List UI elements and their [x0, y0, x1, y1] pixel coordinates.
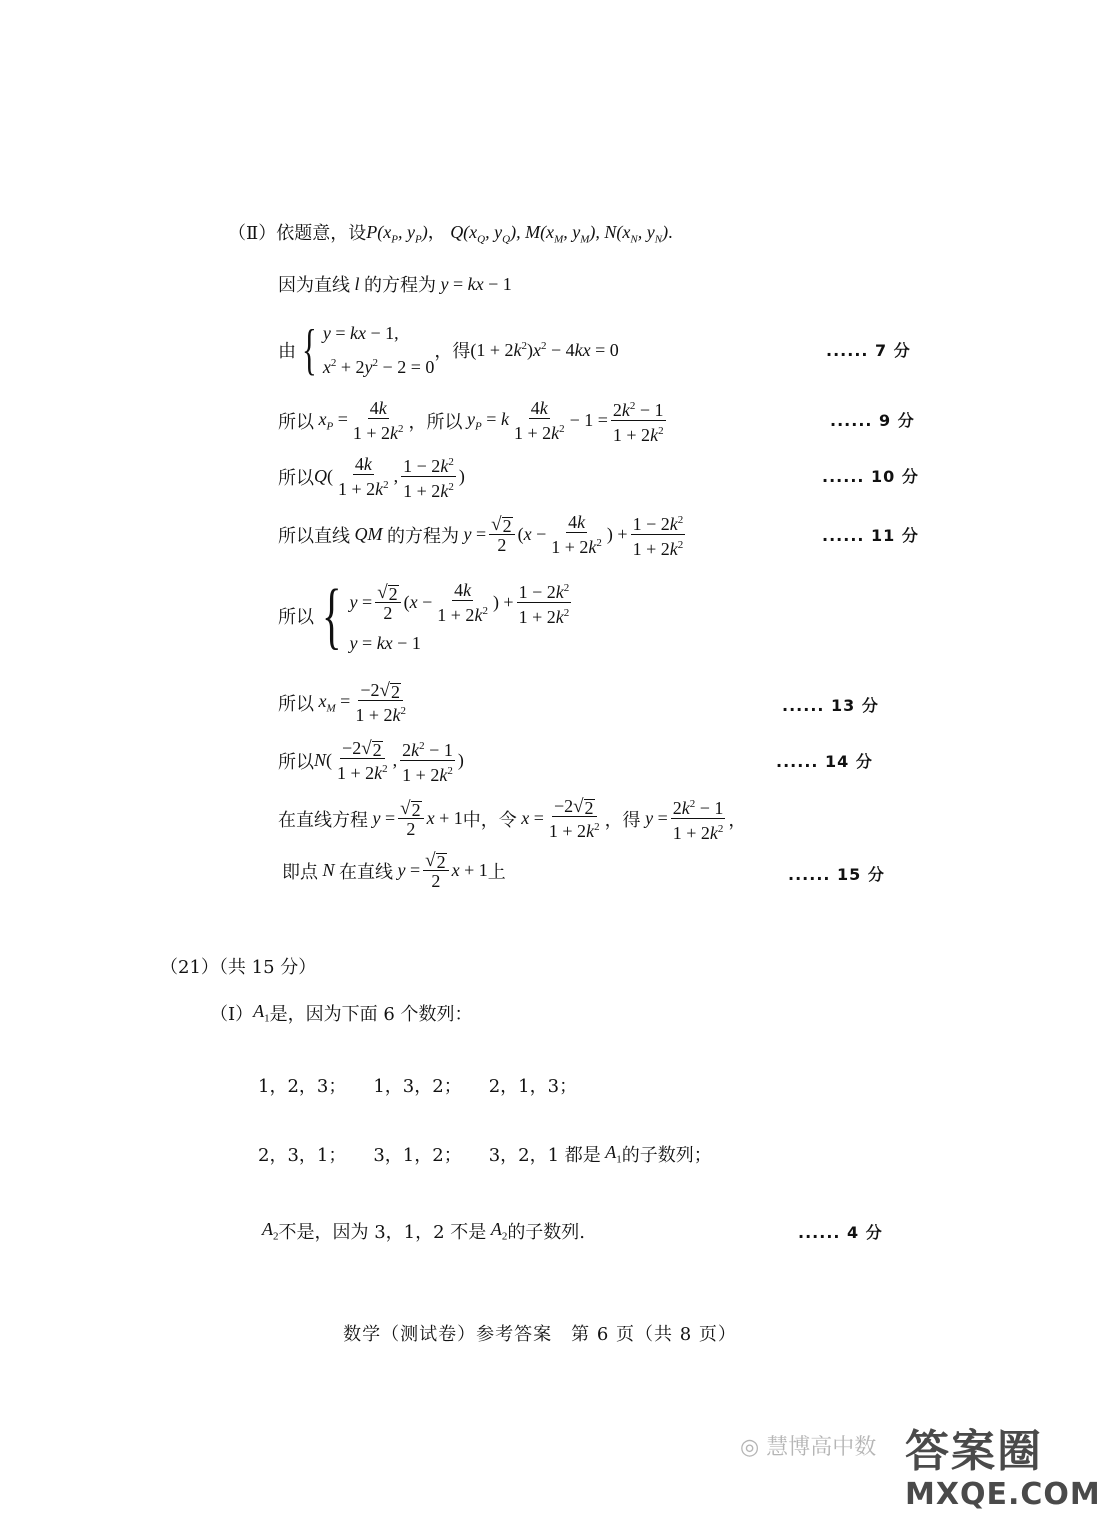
part2-intro: [228, 218, 673, 246]
xm-row: 所以 $x_M$ = −2 √ 2 $1 + 2k^2$: [278, 680, 406, 725]
site-logo-watermark: [905, 1415, 1101, 1525]
zai-label: 在直线方程: [278, 809, 368, 831]
you-label: 由: [278, 341, 296, 362]
fraction: $\frac{4k}{1 + 2k^2}$: [513, 398, 565, 443]
system-m-row: [278, 575, 574, 657]
n-point-row: 所以 N( −2 √ 2 $1 + 2k^2$ , $\frac{2k^2 - 1}{1 + 2k^2}$ ): [278, 738, 464, 785]
fraction: −2 √ 2 $1 + 2k^2$: [548, 796, 600, 841]
line-equation-row: [278, 271, 512, 297]
seq-line-2-b: 的子数列；: [621, 1145, 712, 1166]
fraction: −2 √ 2 $1 + 2k^2$: [355, 680, 406, 725]
seq-line-2-a: 2，3，1； 3，1，2； 3，2，1 都是: [258, 1145, 601, 1166]
fraction: √ 2 2: [423, 850, 448, 891]
fraction: $\frac{4k}{1 + 2k^2}$: [352, 398, 404, 443]
line-eq-prefix: 因为直线: [278, 275, 350, 296]
wechat-icon: ◎: [740, 1435, 760, 1460]
fraction: √ 2 2: [398, 798, 423, 839]
conclusion-row: 即点 N 在直线 y = √ 2 2 x + 1 上: [282, 850, 506, 891]
math-quadratic: $(1 + 2k^2)x^2 - 4kx = 0$: [470, 339, 619, 360]
q-point-row: 所以 Q( $\frac{4k}{1 + 2k^2}$ , $\frac{1 - 2k^2}{1 + 2k^2}$ ): [278, 454, 465, 501]
brace-icon: {: [321, 575, 342, 657]
page-footer: 数学（测试卷）参考答案 第 6 页（共 8 页）: [343, 1324, 737, 1345]
score-11: ...... 11 分: [822, 526, 919, 545]
q21-heading: （21）（共 15 分）: [160, 957, 317, 978]
seq-line-2: 2，3，1； 3，1，2； 3，2，1 都是 $A_1$ 的子数列；: [258, 1142, 712, 1166]
zhong-ling-label: 中，令: [462, 809, 517, 831]
suoyi-label: 所以: [278, 751, 314, 773]
q21-part1: （Ⅰ） $A_1$ 是，因为下面 6 个数列：: [210, 1001, 473, 1025]
line-eq-mid: 的方程为: [364, 275, 437, 296]
fraction: $\frac{1 - 2k^2}{1 + 2k^2}$: [401, 452, 456, 501]
fraction: $\frac{2k^2 - 1}{1 + 2k^2}$: [671, 794, 726, 843]
math-points: $P(x_P$, $y_P$)， $Q(x_Q$, $y_Q$), $M(x_M$, $y_M$), $N(x_N$, $y_N$).: [366, 222, 673, 246]
score-4: ...... 4 分: [798, 1223, 883, 1242]
system-equations: y = √ 2 2 ( x − $\frac{4k}{1 + 2k^2}$ ) + $\frac{1 - 2k^2}{1 + 2k^2}$ y = kx − 1: [349, 580, 570, 653]
a2-tail: 的子数列.: [507, 1222, 586, 1243]
fraction: $\frac{4k}{1 + 2k^2}$: [338, 454, 389, 499]
verify-row: 在直线方程 y = √ 2 2 x + 1 中，令 x = −2 √ 2 $1 + 2k^2$ ，得 y = $\frac{2k^2 - 1}{1 + 2k^2}$ ，: [278, 796, 747, 843]
fraction: $\frac{4k}{1 + 2k^2}$: [551, 512, 602, 557]
q21-part1-text: 是，因为下面 6 个数列：: [269, 1004, 473, 1025]
wechat-watermark-text: 慧博高中数: [766, 1435, 877, 1460]
math-line-eq: y = kx − 1: [436, 273, 512, 294]
a2-row: $A_2$ 不是，因为 3，1，2 不是 $A_2$ 的子数列.: [262, 1219, 586, 1243]
qm-mid: 的方程为: [387, 525, 459, 547]
system-equations: y = kx − 1, $x^2 + 2y^2 - 2 = 0$: [322, 323, 435, 377]
score-9: ...... 9 分: [830, 411, 915, 430]
suoyi-label: 所以: [278, 607, 314, 628]
score-7: ...... 7 分: [826, 341, 911, 360]
system-row: [278, 318, 619, 382]
qm-prefix: 所以直线: [278, 525, 350, 547]
fraction: $\frac{1 - 2k^2}{1 + 2k^2}$: [517, 578, 572, 627]
wechat-watermark: [740, 1430, 876, 1461]
shang-label: 上: [487, 861, 506, 883]
score-15: ...... 15 分: [788, 865, 885, 884]
score-14: ...... 14 分: [776, 752, 873, 771]
q21-part1-prefix: （Ⅰ）: [210, 1004, 254, 1025]
xp-yp-row: 所以 $x_P$ = $\frac{4k}{1 + 2k^2}$ ，所以 $y_P = k$ $\frac{4k}{1 + 2k^2}$ − 1 = $\frac{2k^2 - 1}{1 + 2k^2}$: [278, 398, 664, 445]
suoyi-label: 所以: [278, 693, 314, 715]
fraction: $\frac{2k^2 - 1}{1 + 2k^2}$: [400, 736, 455, 785]
score-13: ...... 13 分: [782, 696, 879, 715]
fraction: $\frac{2k^2 - 1}{1 + 2k^2}$: [611, 396, 666, 445]
part2-intro-label: （Ⅱ）依题意，设: [228, 222, 367, 244]
logo-top-text: 答案圈: [905, 1426, 1043, 1477]
seq-line-1: 1，2，3； 1，3，2； 2，1，3；: [258, 1076, 578, 1097]
brace-icon: {: [302, 319, 317, 381]
fraction: $\frac{1 - 2k^2}{1 + 2k^2}$: [631, 510, 686, 559]
fraction: √ 2 2: [489, 514, 514, 555]
de-label: ，得: [434, 341, 471, 362]
comma-de-label: ，得: [604, 809, 641, 831]
zai-zhixian-label: 在直线: [339, 861, 394, 883]
jidian-label: 即点: [282, 861, 318, 883]
suoyi-comma-label: ，所以: [408, 411, 463, 433]
math-l: l: [350, 273, 365, 294]
suoyi-label: 所以: [278, 411, 314, 433]
fraction: $\frac{4k}{1 + 2k^2}$: [437, 580, 488, 625]
logo-bottom-text: MXQE.COM: [905, 1477, 1101, 1512]
suoyi-label: 所以: [278, 467, 314, 489]
a2-text: 不是，因为 3，1，2 不是: [278, 1222, 487, 1243]
fraction: √ 2 2: [375, 582, 400, 623]
qm-line-row: 所以直线 QM 的方程为 y = √ 2 2 (x − $\frac{4k}{1 + 2k^2}$ ) + $\frac{1 - 2k^2}{1 + 2k^2}$: [278, 512, 684, 559]
score-10: ...... 10 分: [822, 467, 919, 486]
fraction: −2 √ 2 $1 + 2k^2$: [337, 738, 388, 783]
